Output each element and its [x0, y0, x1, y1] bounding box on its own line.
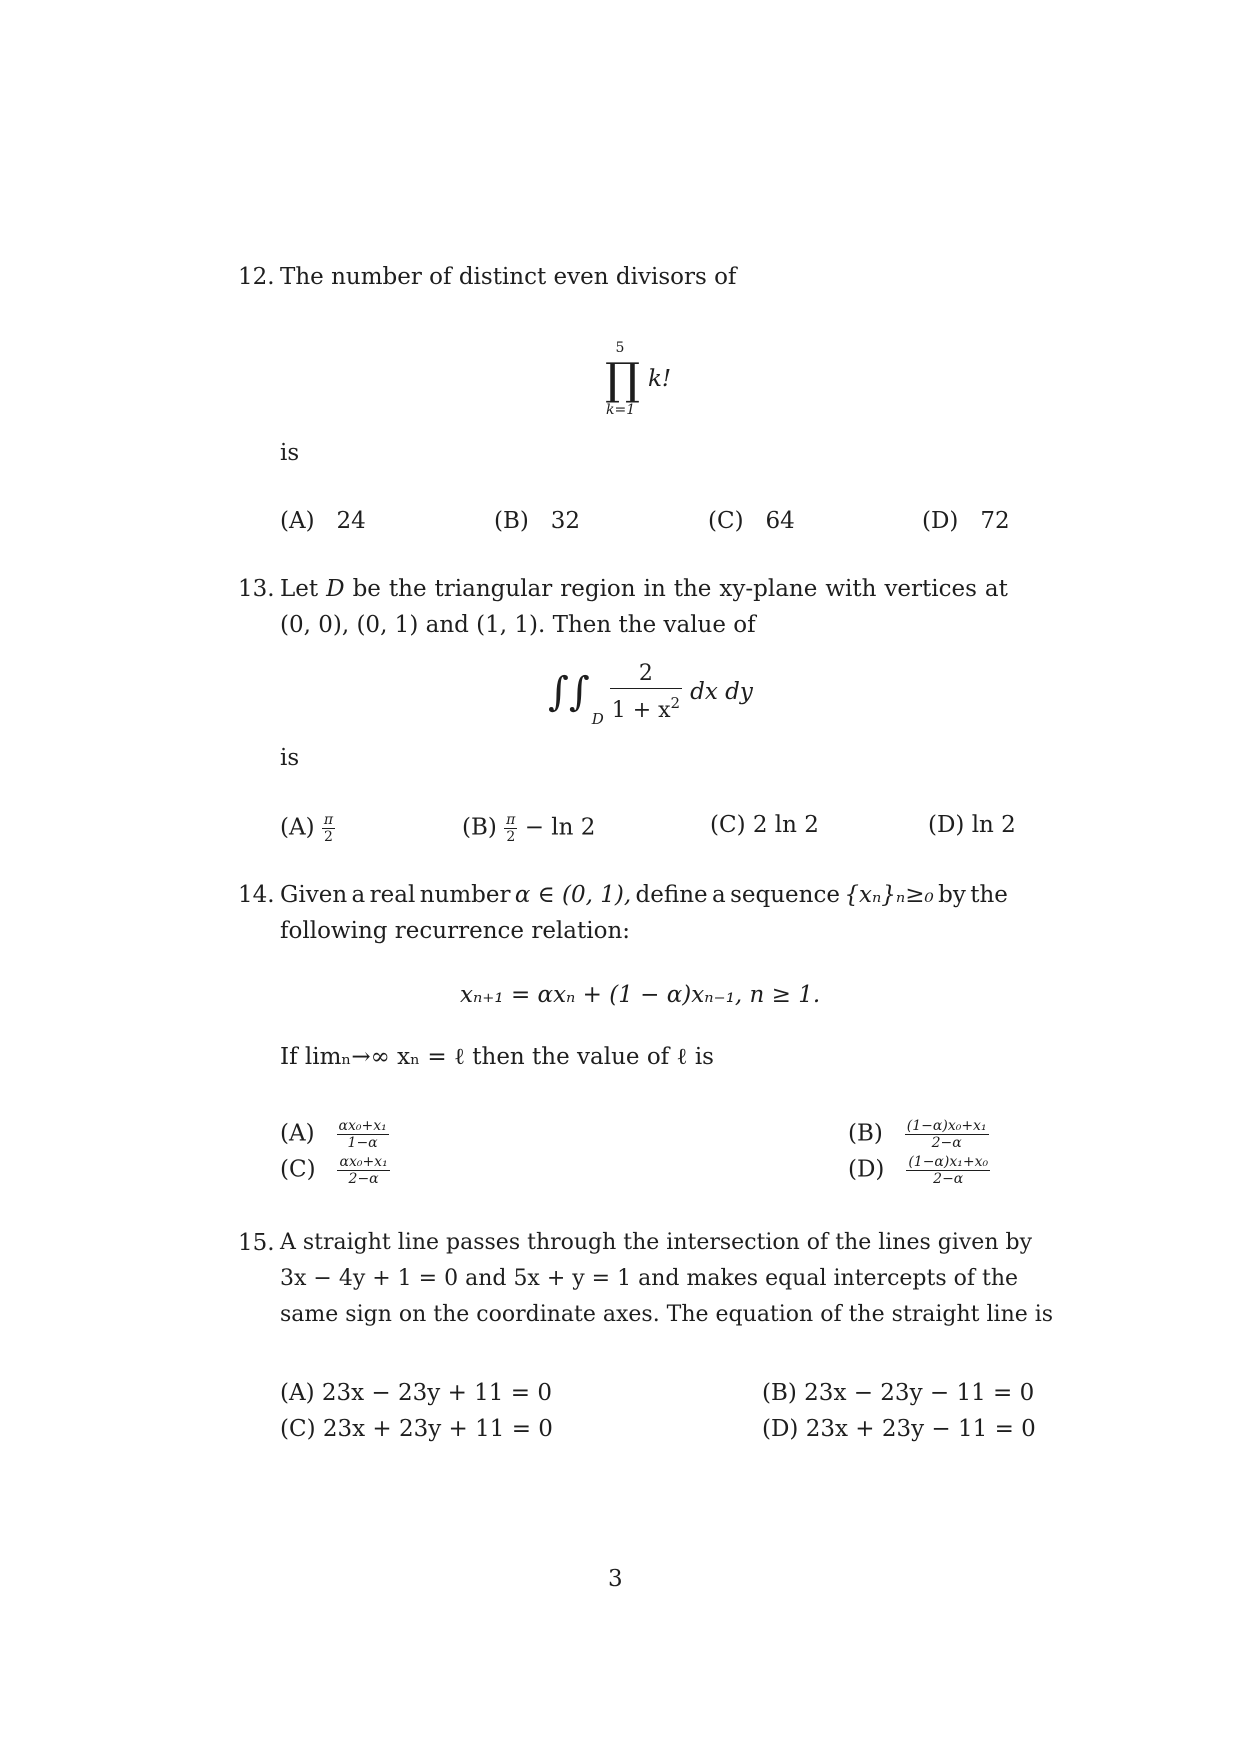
product-upper-limit: 5 — [615, 340, 625, 356]
question-14-condition: If limₙ→∞ xₙ = ℓ then the value of ℓ is — [280, 1044, 714, 1070]
q14-option-d: (D) $\frac{\text{(1−α)x₁+x₀}}{2-\alpha}$ — [848, 1154, 989, 1187]
question-15-number: 15. — [238, 1230, 275, 1256]
question-13-is: is — [280, 745, 300, 771]
q15-option-c: (C) 23x + 23y + 11 = 0 — [280, 1416, 553, 1442]
q13-option-b: (B) $\frac{\pi}{2}$ − ln 2 — [462, 812, 596, 845]
q15-option-b: (B) 23x − 23y − 11 = 0 — [762, 1380, 1035, 1406]
q12-option-c: (C) 64 — [708, 508, 795, 534]
q12-option-b: (B) 32 — [494, 508, 581, 534]
question-13-number: 13. — [238, 576, 275, 602]
question-13-line-1: Let D be the triangular region in the xy-plane with vertices at — [280, 576, 1008, 602]
product-symbol: ∏ — [605, 354, 641, 405]
q14-option-b: (B) $\frac{\text{(1−α)x₀+x₁}}{2-\alpha}$ — [848, 1118, 987, 1151]
q12-option-d: (D) 72 — [922, 508, 1010, 534]
question-14-line-1: Given a real number α ∈ (0, 1), define a sequence {xₙ}ₙ≥₀ by the — [280, 882, 1008, 908]
question-12-number: 12. — [238, 264, 275, 290]
recurrence-formula: xₙ₊₁ = αxₙ + (1 − α)xₙ₋₁, n ≥ 1. — [460, 982, 821, 1008]
product-body: k! — [648, 366, 672, 392]
question-12-is: is — [280, 440, 300, 466]
question-15-line-3: same sign on the coordinate axes. The equation of the straight line is — [280, 1302, 1054, 1327]
q13-option-c: (C) 2 ln 2 — [710, 812, 819, 838]
q14-option-c: (C) $\frac{\text{αx₀+x₁}}{2-\alpha}$ — [280, 1154, 388, 1187]
q13-option-d: (D) ln 2 — [928, 812, 1016, 838]
question-12-stem: The number of distinct even divisors of — [280, 264, 737, 290]
question-14-number: 14. — [238, 882, 275, 908]
question-15-line-1: A straight line passes through the intersection of the lines given by — [280, 1230, 1032, 1255]
integral-domain: D — [591, 710, 604, 728]
double-integral-formula — [548, 652, 753, 732]
product-lower-limit: k=1 — [606, 402, 636, 418]
question-13-line-2: (0, 0), (0, 1) and (1, 1). Then the value of — [280, 612, 756, 638]
integrand-fraction: $\frac{2}{1 + x^2}$ — [611, 660, 681, 723]
q13-option-a: (A) $\frac{\pi}{2}$ — [280, 812, 334, 845]
page-number: 3 — [608, 1566, 623, 1592]
question-14-line-2: following recurrence relation: — [280, 918, 631, 944]
differentials: dx dy — [690, 679, 753, 705]
q15-option-a: (A) 23x − 23y + 11 = 0 — [280, 1380, 552, 1406]
q15-option-d: (D) 23x + 23y − 11 = 0 — [762, 1416, 1036, 1442]
q12-option-a: (A) 24 — [280, 508, 366, 534]
q14-option-a: (A) $\frac{\text{αx₀+x₁}}{1-\alpha}$ — [280, 1118, 387, 1151]
question-15-line-2: 3x − 4y + 1 = 0 and 5x + y = 1 and makes equal intercepts of the — [280, 1266, 1019, 1291]
integral-symbol: ∫∫ — [548, 669, 590, 715]
